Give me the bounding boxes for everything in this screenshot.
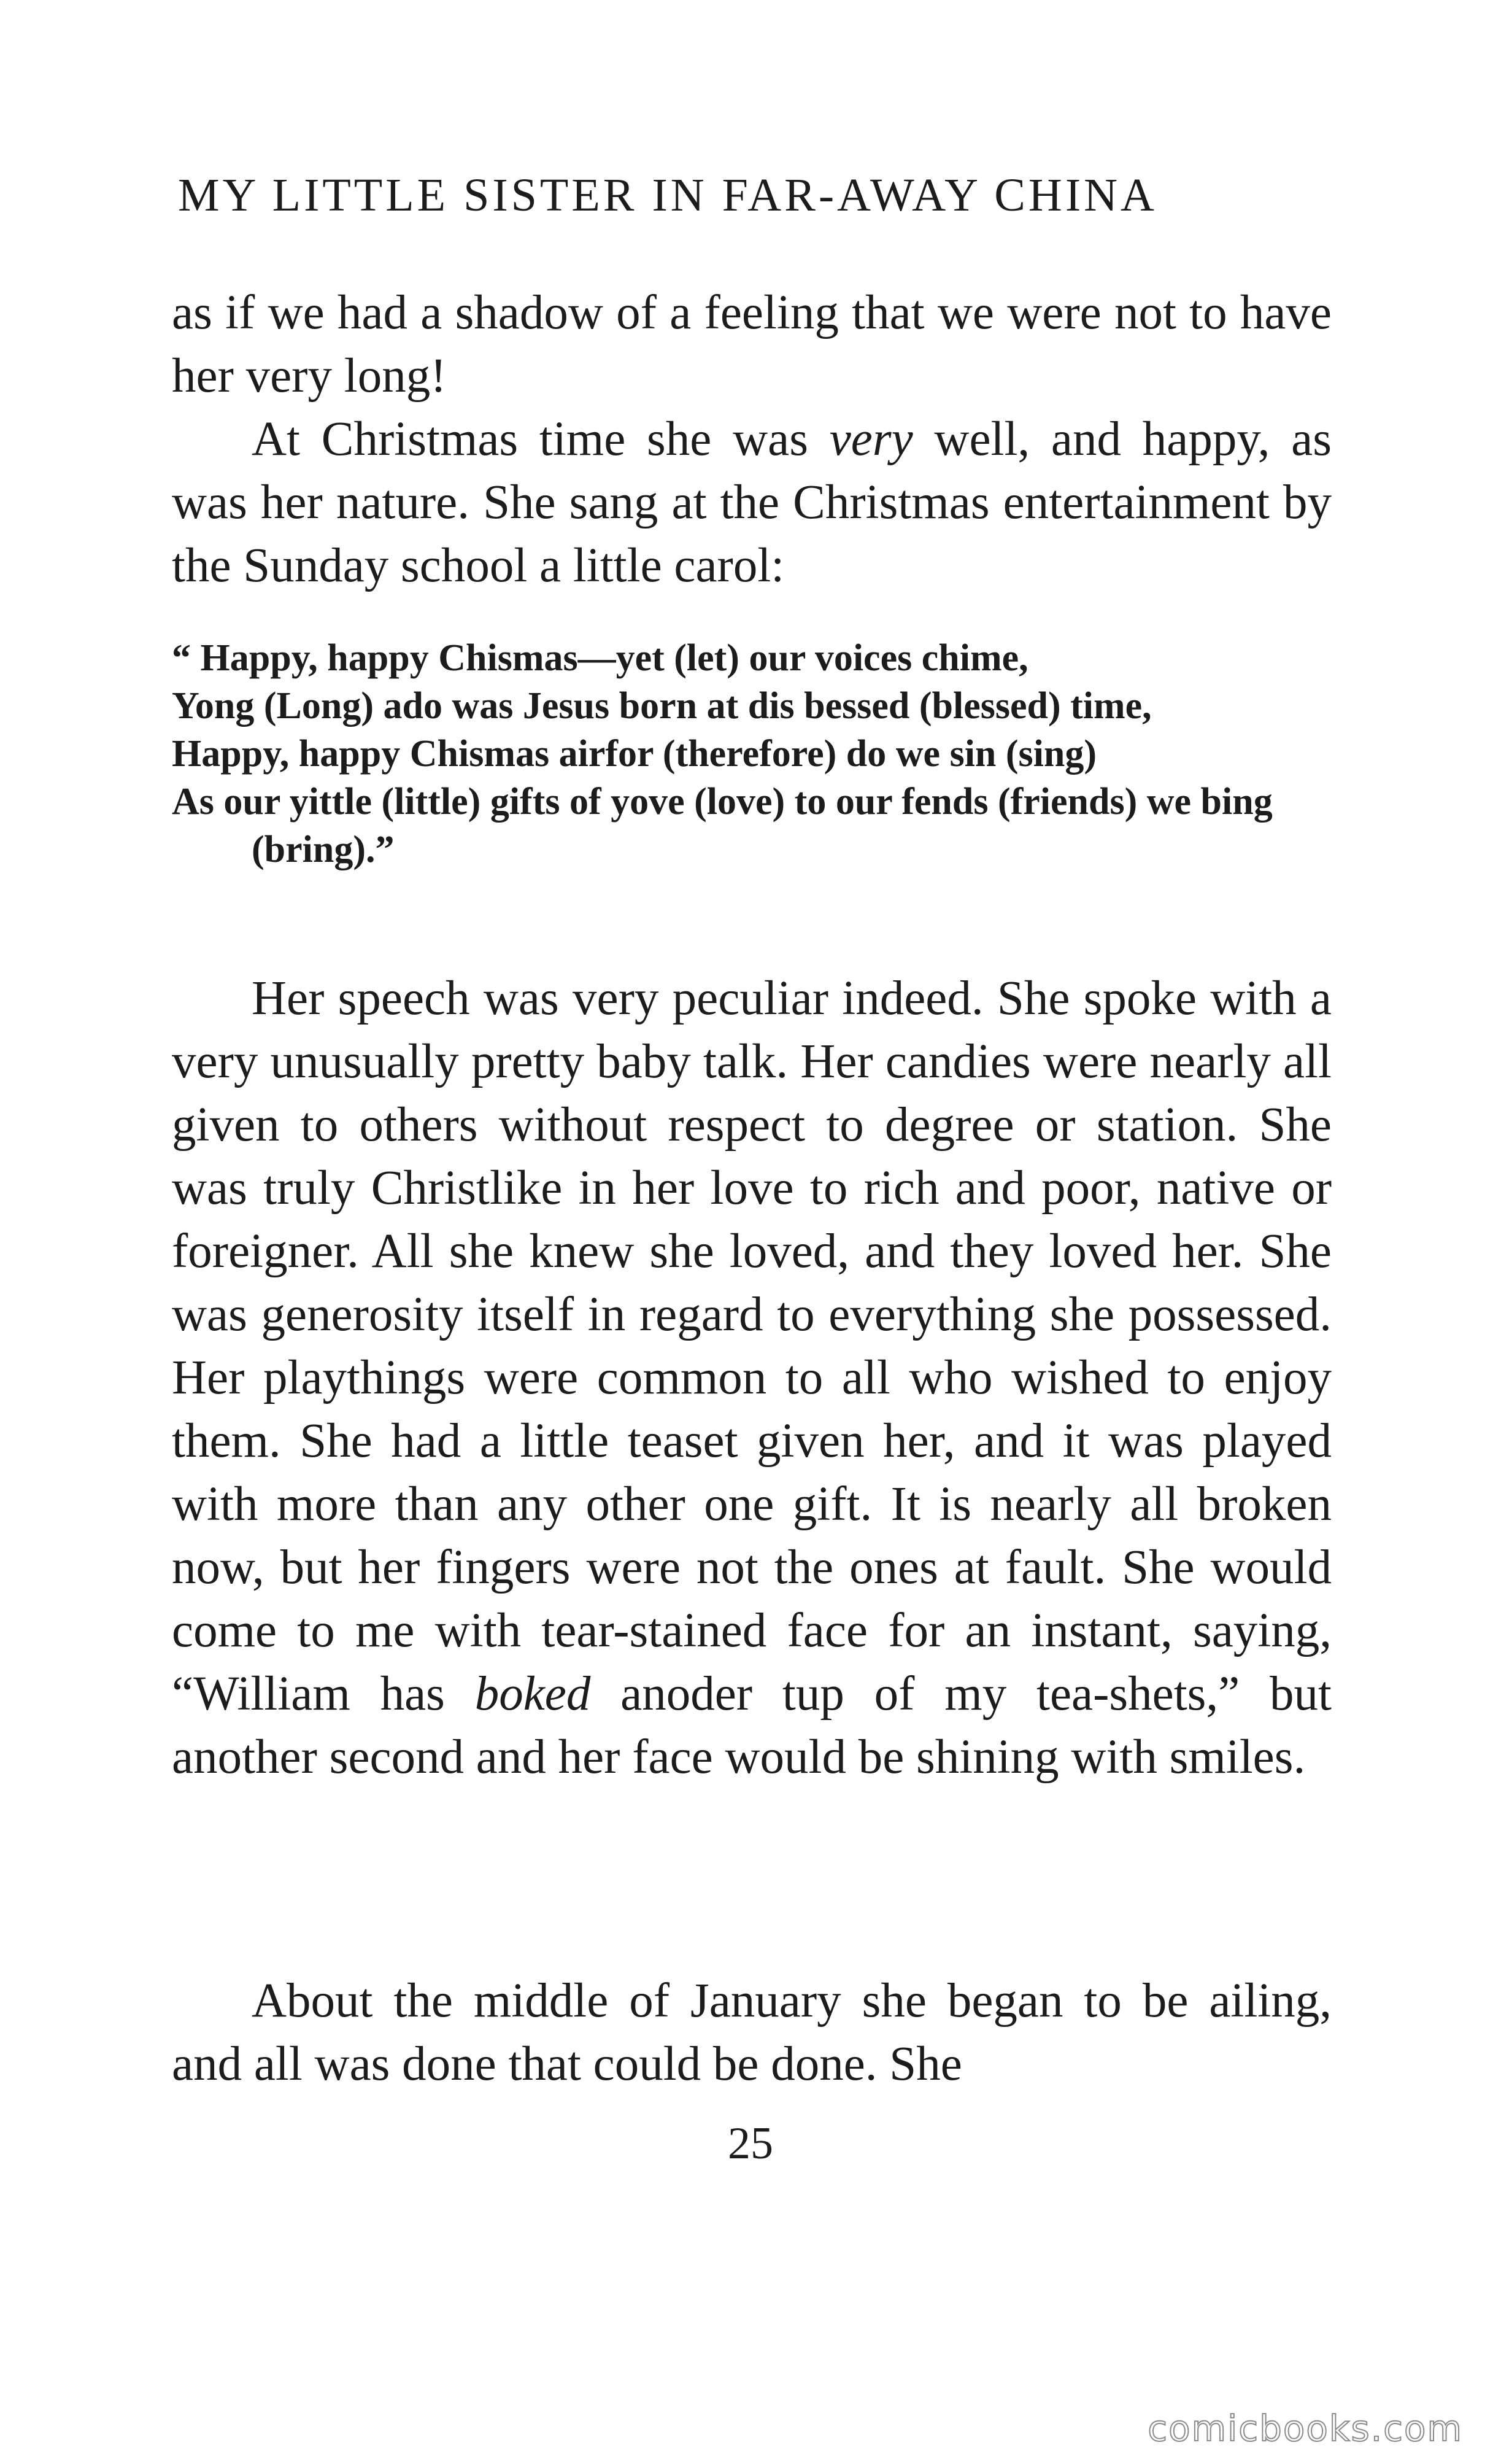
carol-poem — [172, 634, 1338, 874]
paragraph-text-part: At Christmas time she was — [252, 413, 830, 466]
running-head: MY LITTLE SISTER IN FAR-AWAY CHINA — [178, 169, 1157, 221]
paragraph-continuation — [172, 281, 1332, 408]
paragraph-january — [172, 1969, 1332, 2096]
paragraph-text-part: anoder tup of my tea-shets,” but another second and her face would be shining with smiles. — [172, 1667, 1332, 1784]
paragraph-text-part: well, and happy, as was her nature. She sang at the Christmas entertainment by the Sunday school a little carol: — [172, 413, 1332, 592]
watermark: comicbooks.com — [1148, 2408, 1463, 2449]
emphasis-text: boked — [474, 1667, 591, 1721]
paragraph-christmas — [172, 408, 1332, 597]
poem-line: Happy, happy Chismas airfor (therefore) do we sin (sing) — [172, 733, 1097, 775]
poem-line: Yong (Long) ado was Jesus born at dis bessed (blessed) time, — [172, 685, 1152, 727]
paragraph-speech — [172, 967, 1332, 1789]
emphasis-text: very — [829, 413, 913, 466]
poem-line: As our yittle (little) gifts of yove (love) to our fends (friends) we bing (bring).” — [172, 781, 1273, 870]
paragraph-text — [172, 967, 1332, 1789]
paragraph-text-part: Her speech was very peculiar indeed. She spoke with a very unusually pretty baby talk. Her candies were nearly all given to others without respect to degree or station. She was truly Christlike in her love to rich and poor, native or foreigner. All she knew she loved, and they loved her. She was generosity itself in regard to everything she possessed. Her playthings were common to all who wished to enjoy them. She had a little teaset given her, and it was played with more than any other one gift. It is nearly all broken now, but her fingers were not the ones at fault. She would come to me with tear-stained face for an instant, saying, “William has — [172, 972, 1332, 1721]
paragraph-text: About the middle of January she began to be ailing, and all was done that could be done. She — [172, 1974, 1332, 2091]
paragraph-text: as if we had a shadow of a feeling that we were not to have her very long! — [172, 286, 1332, 403]
page-number: 25 — [728, 2118, 773, 2169]
poem-line: “ Happy, happy Chismas—yet (let) our voices chime, — [172, 637, 1028, 679]
paragraph-text — [172, 408, 1332, 597]
